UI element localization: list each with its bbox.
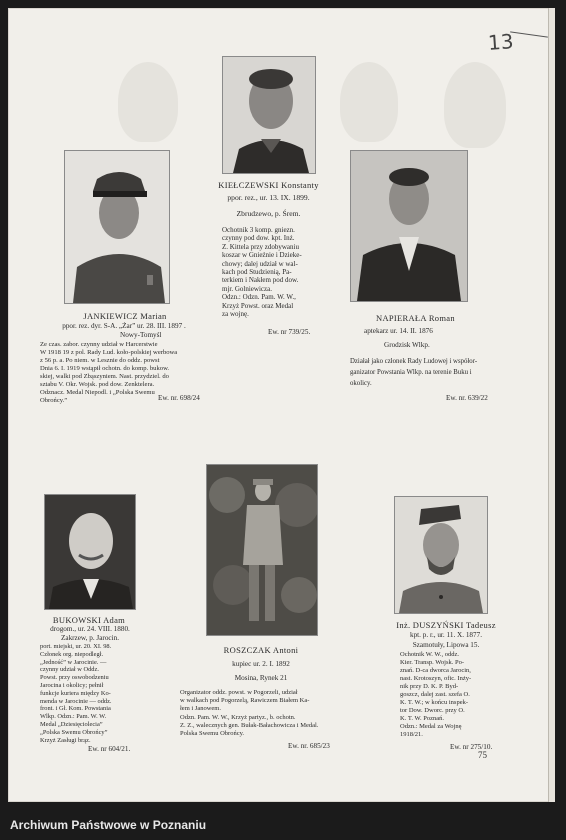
entry-name: ROSZCZAK Antoni (223, 645, 299, 655)
portrait-duszynski (394, 496, 488, 614)
entry-body: Ochotnik 3 komp. gniezn. czynny pod dow. kpt. Inż. Z. Kittela przy zdobywaniu koszar w Gnieźnie i Dzieke- chowy; dalej udział w wal- kach pod Studzienią, Pa- terkiem i Nakłem pod dow. mjr. Golniewicza. Odzn.: Odzn. Pam. W. W., Krzyż Powst. oraz Medal za wojnę. (222, 226, 302, 319)
entry-rank: aptekarz ur. 14. II. 1876 (364, 327, 433, 335)
page-spine (548, 8, 555, 802)
record-number: Ew. nr 604/21. (88, 745, 131, 753)
faded-portrait (118, 62, 178, 142)
entry-body: Ze czas. zabor. czynny udział w Harcerstwie W 1918 19 z pol. Rady Lud. koło-polskiej werbowa z 56 p. a. Po niem. w Lesznie do oddz. powst Dnia 6. I. 1919 wstąpił ochotn. do komp. bukow. skiej, walki pod Zbąszyniem. Nast. przydziel. do sztabu V. Okr. Wojsk. pod dow. Zenktelera. Odznacz. Medal Niepodl. i „Polska Swemu Obrońcy.” (40, 341, 178, 404)
record-number: Ew. nr. 685/23 (288, 742, 330, 750)
page-number: 75 (478, 750, 487, 760)
portrait-bukowski (44, 494, 136, 610)
entry-address: Mosina, Rynek 21 (234, 674, 288, 682)
entry-address: Grodzisk Wlkp. (384, 341, 430, 349)
entry-rank: drogom., ur. 24. VIII. 1880. (50, 625, 130, 633)
portrait-roszczak (206, 464, 318, 636)
record-number: Ew. nr. 639/22 (446, 394, 488, 402)
record-number: Ew. nr 275/10. (450, 743, 493, 751)
entry-name: Inż. DUSZYŃSKI Tadeusz (396, 620, 496, 630)
entry-name: BUKOWSKI Adam (52, 615, 126, 625)
footer-label: Archiwum Państwowe w Poznaniu (10, 818, 207, 832)
entry-rank: kpt. p. r., ur. 11. X. 1877. (409, 631, 482, 639)
entry-name: JANKIEWICZ Marian (83, 311, 167, 321)
entry-body: Działał jako członek Rady Ludowej i współor- ganizator Powstania Wlkp. na terenie Buku i okolicy. (350, 358, 478, 387)
entry-rank: ppor. rez., ur. 13. IX. 1899. (227, 193, 310, 202)
faded-portrait (444, 62, 506, 148)
entry-rank: kupiec ur. 2. I. 1892 (232, 660, 290, 668)
entry-address: Nowy-Tomyśl (120, 331, 162, 339)
entry-body: Ochotnik W. W., oddz. Kier. Transp. Wojsk. Po- znań. D-ca dworca Jarocin, nast. Krotoszyn, ofic. Inży- nik przy D. K. P. Byd- goszcz, dalej zast. szefa O. K. T. W.; w końcu inspek- tor Dow. Dworc. przy O. K. T. W. Poznań. Odzn.: Medal za Wojnę 1918/21. (400, 651, 472, 738)
entry-body: Organizator oddz. powst. w Pogorzeli, udział w walkach pod Pogorzelą, Rawiczem Białem Ka- łem i Janowem. Odzn. Pam. W. W., Krzyż partyz., b. ochotn. Z. Z., walecznych gen. Bułak-Bałachowicza i Medal. Polska Swemu Obrońcy. (180, 689, 319, 738)
handwritten-page-number: 13 (487, 29, 515, 55)
record-number: Ew. nr 739/25. (268, 328, 311, 336)
portrait-jankiewicz (64, 150, 170, 304)
entry-body: port. miejski, ur. 20. XI. 98. Członek org. niepodległ. „Jedność” w Jarocinie. — czynny udział w Oddz. Powst. przy oswobodzeniu Jarocina i okolicy; pełnił funkcje kuriera między Ko- menda w Jarocinie — oddz. front. i Gł. Kom. Powstania Wlkp. Odzn.: Pam. W. W. Medal „Dziesięciolecia” „Polska Swemu Obrońcy” Krzyż Zasługi brąz. (40, 643, 112, 744)
entry-rank: ppor. rez. dyr. S-A. „Żar” ur. 28. III. 1897 . (62, 322, 186, 330)
entry-name: NAPIERAŁA Roman (376, 313, 455, 323)
record-number: Ew. nr. 698/24 (158, 394, 200, 402)
entry-name: KIEŁCZEWSKI Konstanty (218, 180, 319, 190)
footer-bar (0, 810, 566, 840)
entry-address: Zbrudzewo, p. Śrem. (236, 209, 301, 218)
entry-address: Zakrzew, p. Jarocin. (60, 634, 119, 642)
portrait-napierala (350, 150, 468, 302)
entry-address: Szamotuły, Lipowa 15. (412, 641, 480, 649)
portrait-kielczewski (222, 56, 316, 174)
faded-portrait (340, 62, 398, 142)
